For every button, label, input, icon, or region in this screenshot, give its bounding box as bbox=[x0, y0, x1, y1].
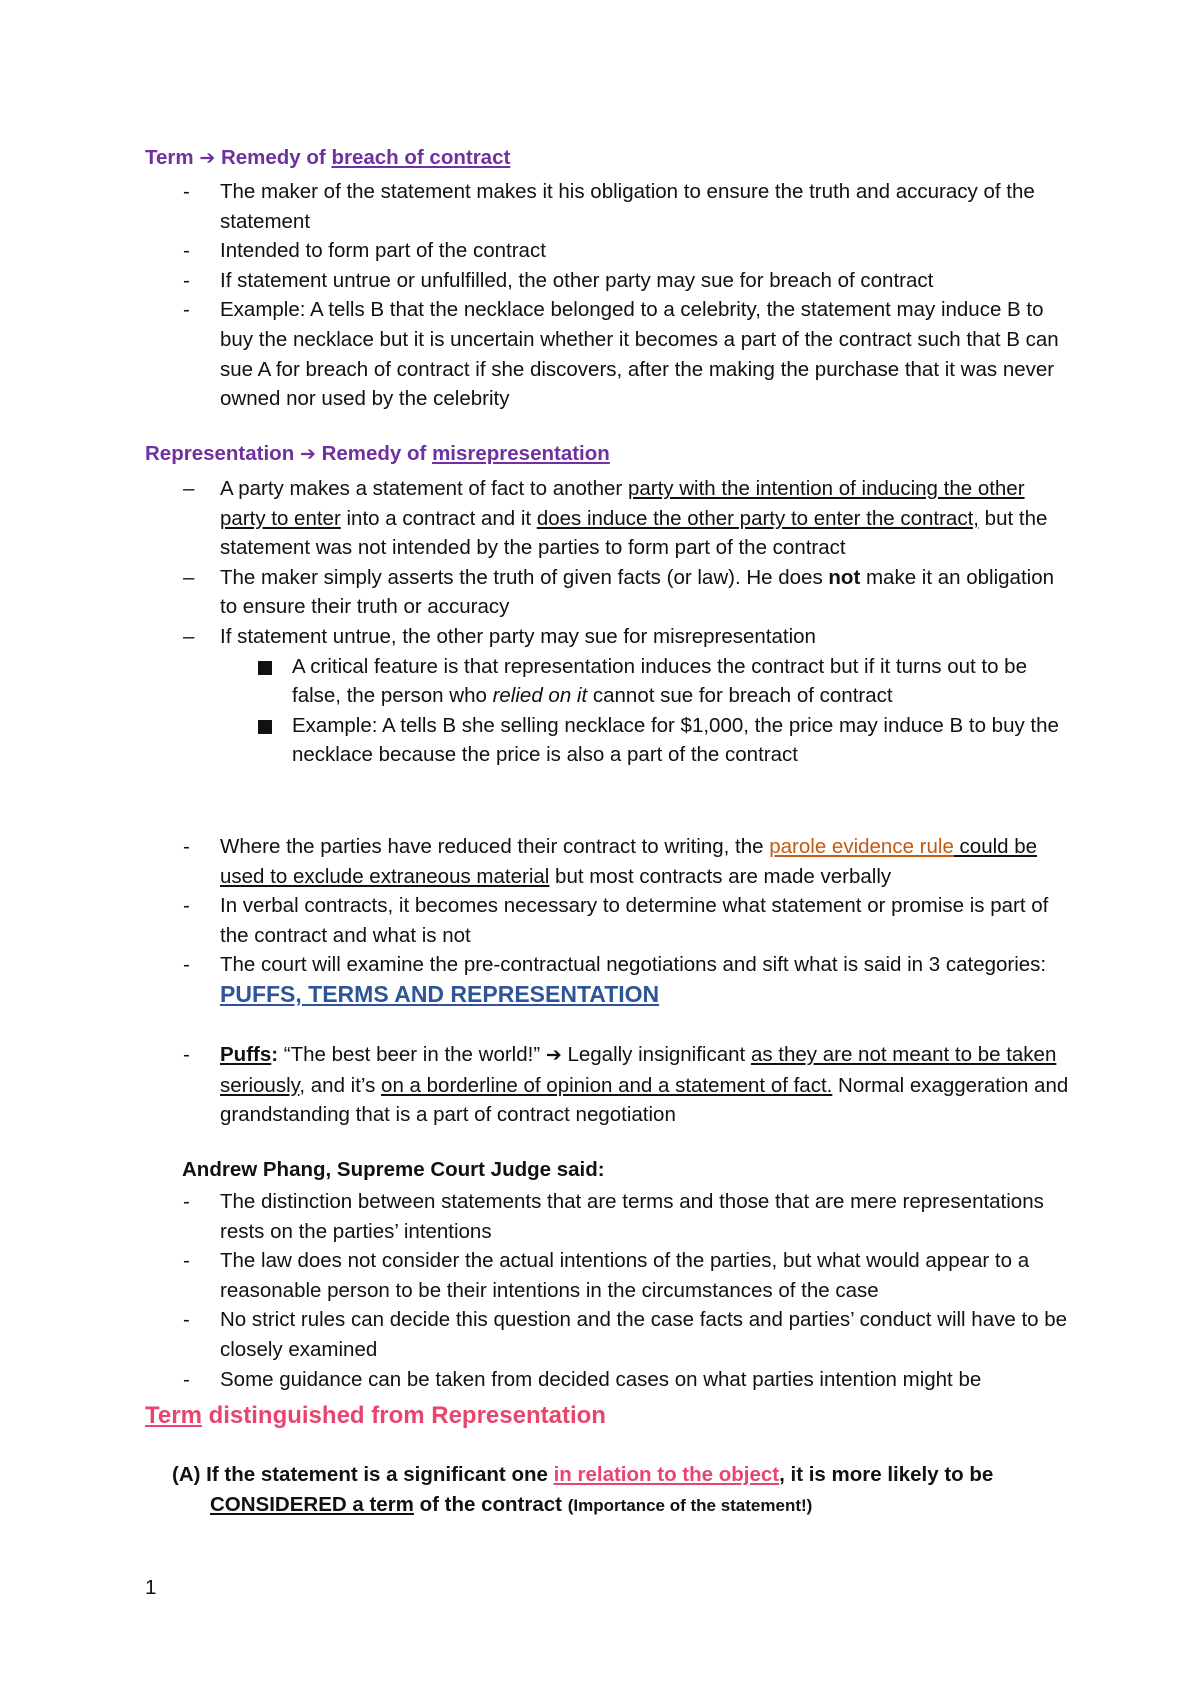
arrow-right-icon: ➔ bbox=[299, 443, 316, 465]
categories-link: PUFFS, TERMS AND REPRESENTATION bbox=[220, 980, 660, 1007]
representation-bullet-list bbox=[0, 474, 1200, 770]
breach-of-contract-link: breach of contract bbox=[331, 146, 511, 169]
arrow-right-icon: ➔ bbox=[199, 147, 216, 169]
list-item: - Where the parties have reduced their contract to writing, the parole evidence rule could be used to exclude extraneous material but most contracts are made verbally bbox=[183, 835, 1038, 888]
term-heading: Term ➔ Remedy of breach of contract bbox=[145, 146, 511, 169]
list-item: - Intended to form part of the contract bbox=[183, 239, 546, 263]
phang-bullet-list bbox=[0, 1187, 1200, 1394]
list-item: - The law does not consider the actual intentions of the parties, but what would appear to a reasonable person to be their intentions in the circumstances of the case bbox=[183, 1249, 1030, 1302]
sub-list-item: Example: A tells B she selling necklace for $1,000, the price may induce B to buy the necklace because the price is also a part of the contract bbox=[0, 711, 1072, 770]
list-item: - The court will examine the pre-contractual negotiations and sift what is said in 3 categories: PUFFS, TERMS AND REPRESENTATION bbox=[183, 953, 1047, 1007]
list-item: - Puffs: “The best beer in the world!” ➔ Legally insignificant as they are not meant to be taken seriously, and it’s on a borderline of opinion and a statement of fact. Normal exaggeration and grandstanding that is a part of contract negotiation bbox=[183, 1043, 1069, 1127]
list-item: - If statement untrue or unfulfilled, the other party may sue for breach of contract bbox=[183, 268, 934, 292]
list-item: - Example: A tells B that the necklace belonged to a celebrity, the statement may induce B to buy the necklace but it is uncertain whether it becomes a part of the contract such that B can sue A for breach of contract if she discovers, after the making the purchase that it was never owned nor used by the celebrity bbox=[183, 298, 1059, 411]
list-item: - The distinction between statements that are terms and those that are mere representations rests on the parties’ intentions bbox=[183, 1190, 1044, 1243]
sub-list-item: A critical feature is that representation induces the contract but if it turns out to be false, the person who relied on it cannot sue for breach of contract bbox=[0, 652, 1072, 711]
square-bullet-icon bbox=[258, 720, 272, 734]
list-item: - No strict rules can decide this question and the case facts and parties’ conduct will have to be closely examined bbox=[183, 1308, 1068, 1361]
term-distinguished-heading: Term distinguished from Representation bbox=[145, 1402, 606, 1429]
puffs-list bbox=[0, 1040, 1200, 1130]
list-item: – A party makes a statement of fact to another party with the intention of inducing the other party to enter into a contract and it does induce the other party to enter the contract, but the statement was not intended by the parties to form part of the contract bbox=[183, 477, 1048, 560]
square-bullet-icon bbox=[258, 661, 272, 675]
misrepresentation-link: misrepresentation bbox=[432, 442, 610, 465]
list-item: - The maker of the statement makes it his obligation to ensure the truth and accuracy of the statement bbox=[183, 180, 1035, 233]
list-item: – If statement untrue, the other party may sue for misrepresentation bbox=[183, 624, 816, 648]
term-bullet-list bbox=[0, 177, 1200, 414]
parole-bullet-list bbox=[0, 832, 1200, 1011]
list-item: - Some guidance can be taken from decided cases on what parties intention might be bbox=[183, 1367, 982, 1391]
parole-evidence-rule-link: parole evidence rule bbox=[769, 835, 954, 858]
list-item: - In verbal contracts, it becomes necessary to determine what statement or promise is part of the contract and what is not bbox=[183, 894, 1049, 947]
list-item: – The maker simply asserts the truth of given facts (or law). He does not make it an obligation to ensure their truth or accuracy bbox=[183, 565, 1055, 619]
representation-heading: Representation ➔ Remedy of misrepresentation bbox=[145, 442, 610, 465]
section-a: (A) If the statement is a significant one in relation to the object, it is more likely to be CONSIDERED a term of the contract (Importance of the statement!) bbox=[172, 1463, 994, 1516]
arrow-right-icon: ➔ bbox=[545, 1044, 562, 1066]
page-number: 1 bbox=[145, 1576, 157, 1599]
phang-heading: Andrew Phang, Supreme Court Judge said: bbox=[182, 1158, 605, 1181]
